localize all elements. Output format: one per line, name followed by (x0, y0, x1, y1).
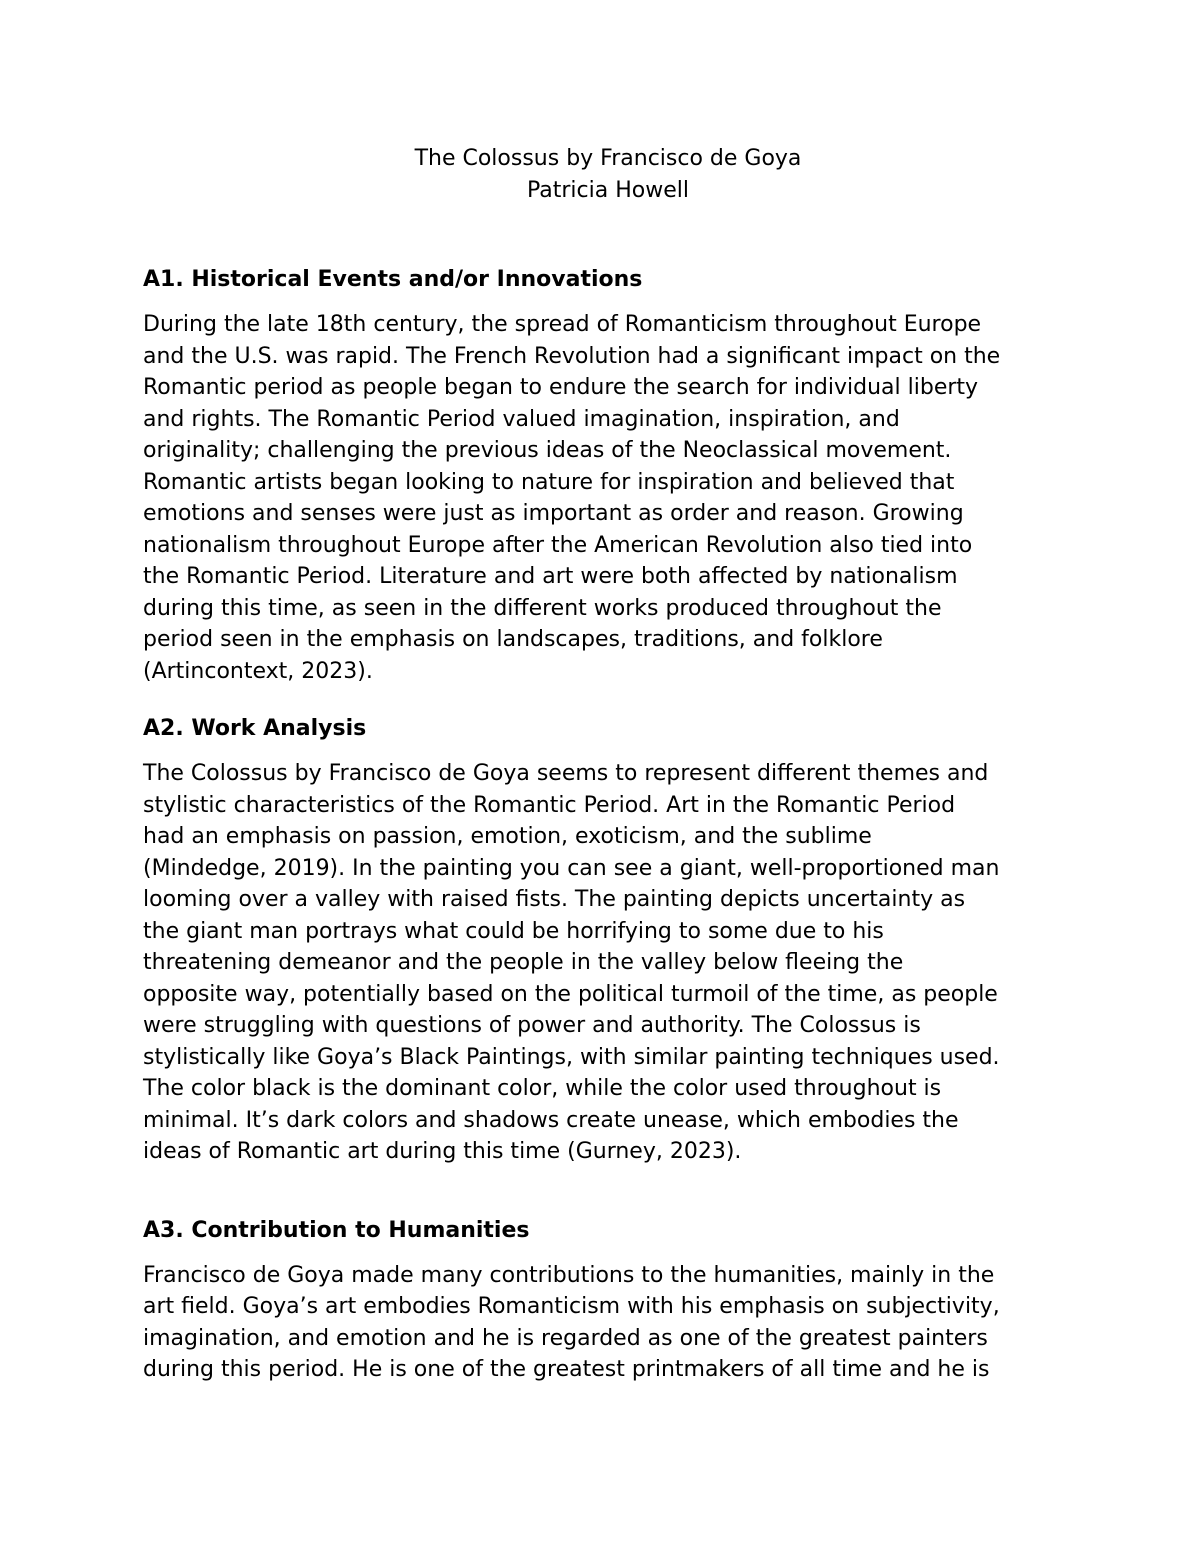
section-body-a1: During the late 18th century, the spread of Romanticism throughout Europe and the U.S. was rapid. The French Revolution had a significant impact on the Romantic period as people began to endure the search for individual liberty and rights. The Romantic Period valued imagination, inspiration, and originality; challenging the previous ideas of the Neoclassical movement. Romantic artists began looking to nature for inspiration and believed that emotions and senses were just as important as order and reason. Growing nationalism throughout Europe after the American Revolution also tied into the Romantic Period. Literature and art were both affected by nationalism during this time, as seen in the different works produced throughout the period seen in the emphasis on landscapes, traditions, and folklore (Artincontext, 2023). (143, 312, 1001, 684)
section-body-a3: Francisco de Goya made many contributions to the humanities, mainly in the art field. Goya’s art embodies Romanticism with his emphasis on subjectivity, imagination, and emotion and he is regarded as one of the greatest painters during this period. He is one of the greatest printmakers of all time and he is (143, 1262, 1000, 1382)
section-body-a2: The Colossus by Francisco de Goya seems to represent different themes and stylistic characteristics of the Romantic Period. Art in the Romantic Period had an emphasis on passion, emotion, exoticism, and the sublime (Mindedge, 2019). In the painting you can see a giant, well-proportioned man looming over a valley with raised fists. The painting depicts uncertainty as the giant man portrays what could be horrifying to some due to his threatening demeanor and the people in the valley below fleeing the opposite way, potentially based on the political turmoil of the time, as people were struggling with questions of power and authority. The Colossus is stylistically like Goya’s Black Paintings, with similar painting techniques used. The color black is the dominant color, while the color used throughout is minimal. It’s dark colors and shadows create unease, which embodies the ideas of Romantic art during this time (Gurney, 2023). (143, 761, 1000, 1164)
title-block (143, 143, 1073, 207)
section-heading-a1: A1. Historical Events and/or Innovations (143, 267, 643, 292)
document-page (143, 143, 1073, 1386)
document-title: The Colossus by Francisco de Goya (414, 146, 802, 171)
section-heading-a2: A2. Work Analysis (143, 716, 367, 741)
section-heading-a3: A3. Contribution to Humanities (143, 1217, 530, 1243)
document-author: Patricia Howell (527, 178, 689, 203)
